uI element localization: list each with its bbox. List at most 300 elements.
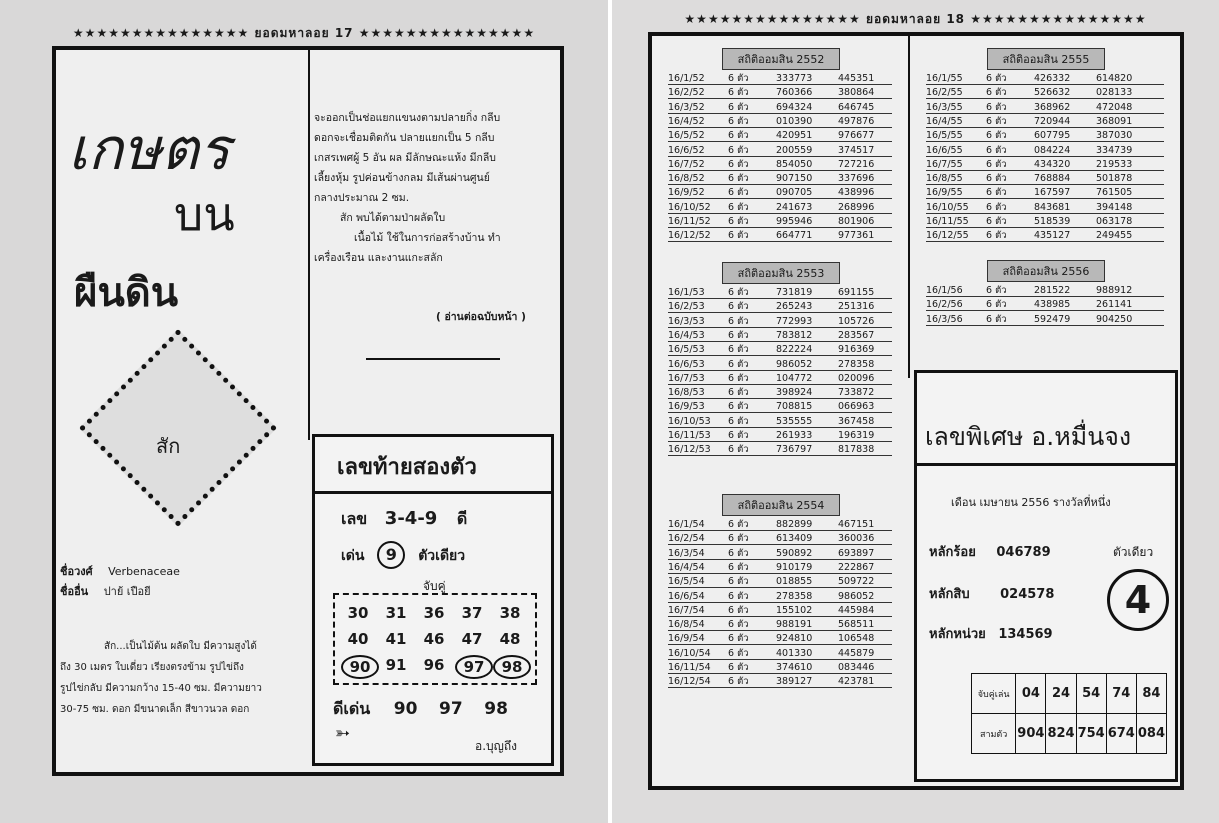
stat-first: 426332 [1034,73,1071,84]
stat-date: 16/5/52 [668,130,705,142]
column-divider [908,36,910,378]
pair-number: 97 [455,655,493,679]
stat-row [926,229,1164,242]
two-digit-title: เลขท้ายสองตัว [337,455,477,480]
special-title: เลขพิเศษ อ.หมื่นจง [925,422,1132,451]
stat-row [668,72,892,85]
stat-date: 16/1/56 [926,285,963,296]
stat-date: 16/8/52 [668,173,705,185]
separator-line [366,358,500,360]
grid-label: สามตัว [972,714,1016,754]
stat-date: 16/12/54 [668,676,711,688]
grid-row-pairs [972,674,1167,714]
stat-first: 907150 [776,173,813,185]
stat-unit: 6 ตัว [728,144,749,156]
stat-second: 334739 [1096,144,1133,156]
hundreds-row [929,541,1051,562]
desc-line: สัก...เป็นไม้ต้น ผลัดใบ มีความสูงได้ [104,641,257,652]
units-row [929,623,1053,644]
row-rule [926,184,1164,185]
stat-date: 16/9/53 [668,401,705,413]
stat-date: 16/9/54 [668,633,705,645]
stat-date: 16/1/53 [668,287,705,298]
stat-first: 664771 [776,230,813,242]
stat-first: 200559 [776,144,813,156]
stat-unit: 6 ตัว [986,73,1007,84]
row-rule [668,213,892,214]
stat-row [668,343,892,356]
row-rule [926,296,1164,297]
stat-date: 16/1/52 [668,73,705,84]
stat-date: 16/7/52 [668,158,705,170]
column-divider [308,50,310,440]
stat-second: 976677 [838,130,875,142]
stat-unit: 6 ตัว [728,519,749,530]
article-line: เครื่องเรือน และงานแกะสลัก [314,252,443,264]
stat-second: 222867 [838,561,875,573]
stat-row [668,144,892,157]
stat-second: 727216 [838,158,875,170]
stat-first: 535555 [776,415,813,427]
hundreds-value: 046789 [996,545,1051,560]
stat-second: 445351 [838,73,875,84]
row-rule [668,687,892,688]
stat-unit: 6 ตัว [986,313,1007,325]
article-line: เกสรเพศผู้ 5 อัน ผล มีลักษณะแห้ง มีกลีบ [314,152,496,164]
stat-second: 261141 [1096,299,1133,311]
row-rule [926,84,1164,85]
stat-first: 090705 [776,187,813,199]
stat-unit: 6 ตัว [728,633,749,645]
continue-note: ( อ่านต่อฉบับหน้า ) [436,311,526,323]
row-rule [668,84,892,85]
stat-second: 646745 [838,101,875,113]
stat-unit: 6 ตัว [986,101,1007,113]
special-box [914,370,1178,782]
stat-unit: 6 ตัว [728,158,749,170]
row-rule [926,113,1164,114]
row-rule [668,170,892,171]
lek-row [341,507,467,532]
stat-second: 063178 [1096,216,1133,227]
stat-row [668,675,892,688]
stat-second: 733872 [838,387,875,399]
stat-first: 986052 [776,358,813,370]
single-value: 4 [1107,569,1169,631]
stat-first: 368962 [1034,101,1071,113]
stat-date: 16/7/55 [926,158,963,170]
stat-unit: 6 ตัว [986,158,1007,170]
single-label: ตัวเดียว [1113,545,1154,559]
stat-row [668,286,892,299]
highlight-value: 90 [393,699,418,719]
stat-row [926,186,1164,199]
row-rule [668,156,892,157]
stat-second: 394148 [1096,201,1133,213]
stat-date: 16/11/52 [668,216,711,227]
grid-cell: 754 [1076,714,1106,754]
stat-unit: 6 ตัว [986,130,1007,142]
stat-first: 104772 [776,372,813,384]
stat-second: 283567 [838,329,875,341]
other-name-row [60,582,151,600]
stat-first: 398924 [776,387,813,399]
row-rule [668,227,892,228]
stat-row [668,590,892,603]
stat-first: 924810 [776,633,813,645]
stat-row [668,129,892,142]
pair-number: 36 [423,604,445,622]
description [60,636,292,720]
two-digit-box [312,434,554,766]
stat-first: 854050 [776,158,813,170]
stat-date: 16/8/53 [668,387,705,399]
pair-number: 98 [493,655,531,679]
row-rule [926,241,1164,242]
stat-first: 731819 [776,287,813,298]
stat-first: 694324 [776,101,813,113]
stat-date: 16/4/54 [668,561,705,573]
stat-first: 882899 [776,519,813,530]
stat-second: 817838 [838,444,875,456]
stat-unit: 6 ตัว [728,372,749,384]
row-rule [668,659,892,660]
pair-number: 90 [341,655,379,679]
stat-unit: 6 ตัว [986,201,1007,213]
title-bon: บน [174,187,235,241]
stat-first: 760366 [776,87,813,99]
stat-row [926,158,1164,171]
units-value: 134569 [998,627,1053,642]
stat-unit: 6 ตัว [728,415,749,427]
pair-number: 91 [385,656,407,674]
grid-cell: 54 [1076,674,1106,714]
stat-row [668,647,892,660]
stat-first: 783812 [776,329,813,341]
stat-first: 333773 [776,73,813,84]
stat-first: 768884 [1034,173,1071,185]
stat-date: 16/4/53 [668,329,705,341]
stat-row [668,229,892,242]
grid-row-three [972,714,1167,754]
article-line: กลางประมาณ 2 ซม. [314,192,410,204]
stat-date: 16/9/55 [926,187,963,199]
stat-second: 249455 [1096,230,1133,242]
stat-second: 472048 [1096,101,1133,113]
pair-label: จับคู่ [423,579,446,593]
row-rule [926,170,1164,171]
stat-row [926,86,1164,99]
stat-date: 16/2/56 [926,299,963,311]
stat-first: 167597 [1034,187,1071,199]
row-rule [668,544,892,545]
stat-row [668,386,892,399]
special-grid [971,673,1167,754]
tens-row [929,583,1054,604]
tens-label: หลักสิบ [929,587,970,602]
stat-date: 16/6/53 [668,358,705,370]
stat-unit: 6 ตัว [728,173,749,185]
row-rule [668,198,892,199]
grid-cell: 674 [1106,714,1136,754]
stat-row [668,547,892,560]
row-rule [668,184,892,185]
stat-unit: 6 ตัว [728,87,749,99]
right-page-header: ★★★★★★★★★★★★★★★ ยอดมหาลอย 18 ★★★★★★★★★★★★★★★ [684,12,1147,26]
stat-unit: 6 ตัว [728,547,749,559]
stat-date: 16/3/56 [926,313,963,325]
stat-date: 16/12/55 [926,230,969,242]
stat-date: 16/4/55 [926,115,963,127]
right-frame [648,32,1184,790]
stat-second: 445879 [838,647,875,659]
stat-first: 278358 [776,590,813,602]
stat-first: 435127 [1034,230,1071,242]
row-rule [926,98,1164,99]
stat-second: 904250 [1096,313,1133,325]
row-rule [668,298,892,299]
stat-first: 010390 [776,115,813,127]
row-rule [668,312,892,313]
grid-cell: 74 [1106,674,1136,714]
stat-date: 16/8/55 [926,173,963,185]
stat-unit: 6 ตัว [728,358,749,370]
article-line: จะออกเป็นช่อแยกแขนงตามปลายกิ่ง กลีบ [314,112,501,124]
stat-first: 607795 [1034,130,1071,142]
stat-date: 16/6/55 [926,144,963,156]
stat-row [668,215,892,228]
row-rule [926,325,1164,326]
stat-unit: 6 ตัว [728,287,749,298]
row-rule [668,573,892,574]
stat-unit: 6 ตัว [986,230,1007,242]
stat-date: 16/12/52 [668,230,711,242]
stat-second: 219533 [1096,158,1133,170]
stat-first: 518539 [1034,216,1071,227]
desc-line: 30-75 ซม. ดอก มีขนาดเล็ก สีขาวนวล ดอก [60,704,250,715]
special-underline [917,463,1175,466]
article-text [314,108,550,268]
stat-date: 16/7/53 [668,372,705,384]
stat-row [668,172,892,185]
grid-label: จับคู่เล่น [972,674,1016,714]
stat-row [926,284,1164,297]
desc-line: รูปไข่กลับ มีความกว้าง 15-40 ซม. มีความยาว [60,683,262,694]
stat-title: สถิติออมสิน 2553 [722,262,840,284]
stat-first: 265243 [776,301,813,313]
stat-date: 16/7/54 [668,604,705,616]
stat-second: 568511 [838,619,875,631]
stat-unit: 6 ตัว [728,430,749,441]
stat-first: 590892 [776,547,813,559]
stat-row [668,575,892,588]
stat-unit: 6 ตัว [728,201,749,213]
row-rule [926,127,1164,128]
stat-unit: 6 ตัว [986,187,1007,199]
row-rule [668,455,892,456]
title-puendin: ผืนดิน [74,270,179,316]
pair-number: 96 [423,656,445,674]
stat-second: 438996 [838,187,875,199]
stat-unit: 6 ตัว [986,216,1007,227]
stat-row [668,518,892,531]
stat-row [926,313,1164,326]
grid-cell: 824 [1046,714,1076,754]
article-line: สัก พบได้ตามป่าผลัดใบ [340,212,446,224]
stat-second: 801906 [838,216,875,227]
row-rule [668,587,892,588]
stat-second: 387030 [1096,130,1133,142]
stat-date: 16/2/53 [668,301,705,313]
stat-unit: 6 ตัว [728,676,749,688]
pair-number: 40 [347,630,369,648]
stat-date: 16/4/52 [668,115,705,127]
stat-date: 16/10/54 [668,647,711,659]
stat-date: 16/3/55 [926,101,963,113]
stat-second: 977361 [838,230,875,242]
row-rule [926,213,1164,214]
title-kaset: เกษตร [68,115,230,183]
article-line: เลี้ยงหุ้ม รูปค่อนข้างกลม มีเส้นผ่านศูนย์ [314,172,490,184]
grid-cell: 24 [1046,674,1076,714]
pair-number: 37 [461,604,483,622]
stat-second: 988912 [1096,285,1133,296]
stat-date: 16/3/52 [668,101,705,113]
stat-title: สถิติออมสิน 2552 [722,48,840,70]
stat-first: 910179 [776,561,813,573]
stat-second: 986052 [838,590,875,602]
family-value: Verbenaceae [108,565,180,578]
author: อ.บุญถึง [475,739,517,753]
stat-row [668,618,892,631]
highlight-value: 97 [439,699,463,719]
other-label: ชื่ออื่น [60,585,89,598]
row-rule [668,398,892,399]
pair-number: 46 [423,630,445,648]
stat-second: 380864 [838,87,875,99]
stat-unit: 6 ตัว [728,130,749,142]
row-rule [668,602,892,603]
stat-row [668,429,892,442]
stat-first: 401330 [776,647,813,659]
stat-row [668,115,892,128]
stat-second: 423781 [838,676,875,688]
stat-first: 613409 [776,533,813,545]
stat-unit: 6 ตัว [986,173,1007,185]
stat-second: 916369 [838,344,875,356]
row-rule [668,341,892,342]
stat-unit: 6 ตัว [986,299,1007,311]
stat-row [668,632,892,645]
article-line: เนื้อไม้ ใช้ในการก่อสร้างบ้าน ทำ [354,232,501,244]
stat-second: 278358 [838,358,875,370]
den-value: 9 [377,541,405,569]
stat-first: 241673 [776,201,813,213]
stat-row [926,172,1164,185]
stat-second: 020096 [838,372,875,384]
stat-second: 337696 [838,173,875,185]
stat-first: 438985 [1034,299,1071,311]
stat-unit: 6 ตัว [986,285,1007,296]
pair-number: 41 [385,630,407,648]
stat-row [926,298,1164,311]
row-rule [668,384,892,385]
stat-row [668,201,892,214]
stat-date: 16/12/53 [668,444,711,456]
stat-first: 988191 [776,619,813,631]
row-rule [926,227,1164,228]
stat-row [668,300,892,313]
stat-date: 16/9/52 [668,187,705,199]
stat-unit: 6 ตัว [728,230,749,242]
grid-cell: 04 [1016,674,1046,714]
plant-name: สัก [156,434,181,458]
stat-unit: 6 ตัว [728,216,749,227]
title-underline [315,491,551,494]
stat-unit: 6 ตัว [728,604,749,616]
highlight-label: ดีเด่น [333,699,371,718]
stat-second: 509722 [838,576,875,588]
stat-second: 497876 [838,115,875,127]
article-line: ดอกจะเชื่อมติดกัน ปลายแยกเป็น 5 กลีบ [314,132,495,144]
lek-suffix: ดี [456,509,468,528]
stat-first: 261933 [776,430,813,441]
stat-unit: 6 ตัว [728,444,749,456]
row-rule [926,156,1164,157]
stat-row [668,400,892,413]
row-rule [668,370,892,371]
stat-unit: 6 ตัว [728,533,749,545]
stat-row [668,443,892,456]
stat-first: 420951 [776,130,813,142]
stat-unit: 6 ตัว [728,329,749,341]
pair-number: 30 [347,604,369,622]
stat-unit: 6 ตัว [986,144,1007,156]
stat-row [926,115,1164,128]
stat-first: 084224 [1034,144,1071,156]
stat-date: 16/11/53 [668,430,711,441]
stat-second: 467151 [838,519,875,530]
stat-unit: 6 ตัว [728,576,749,588]
stat-row [668,661,892,674]
stat-row [668,329,892,342]
stat-second: 445984 [838,604,875,616]
row-rule [668,127,892,128]
family-row [60,562,180,580]
highlight-row [333,697,508,722]
stat-second: 066963 [838,401,875,413]
other-value: ปาย้ เปือยี [103,585,151,598]
stat-second: 105726 [838,315,875,327]
row-rule [668,412,892,413]
row-rule [668,355,892,356]
stat-unit: 6 ตัว [728,561,749,573]
stat-first: 708815 [776,401,813,413]
stat-first: 389127 [776,676,813,688]
stat-first: 281522 [1034,285,1071,296]
den-label: เด่น [341,548,365,564]
stat-row [926,201,1164,214]
stat-date: 16/10/53 [668,415,711,427]
stat-row [668,604,892,617]
stat-title: สถิติออมสิน 2555 [987,48,1105,70]
row-rule [668,644,892,645]
stat-unit: 6 ตัว [728,344,749,356]
stat-date: 16/1/54 [668,519,705,530]
stat-second: 251316 [838,301,875,313]
plant-diamond [79,329,277,527]
row-rule [668,427,892,428]
